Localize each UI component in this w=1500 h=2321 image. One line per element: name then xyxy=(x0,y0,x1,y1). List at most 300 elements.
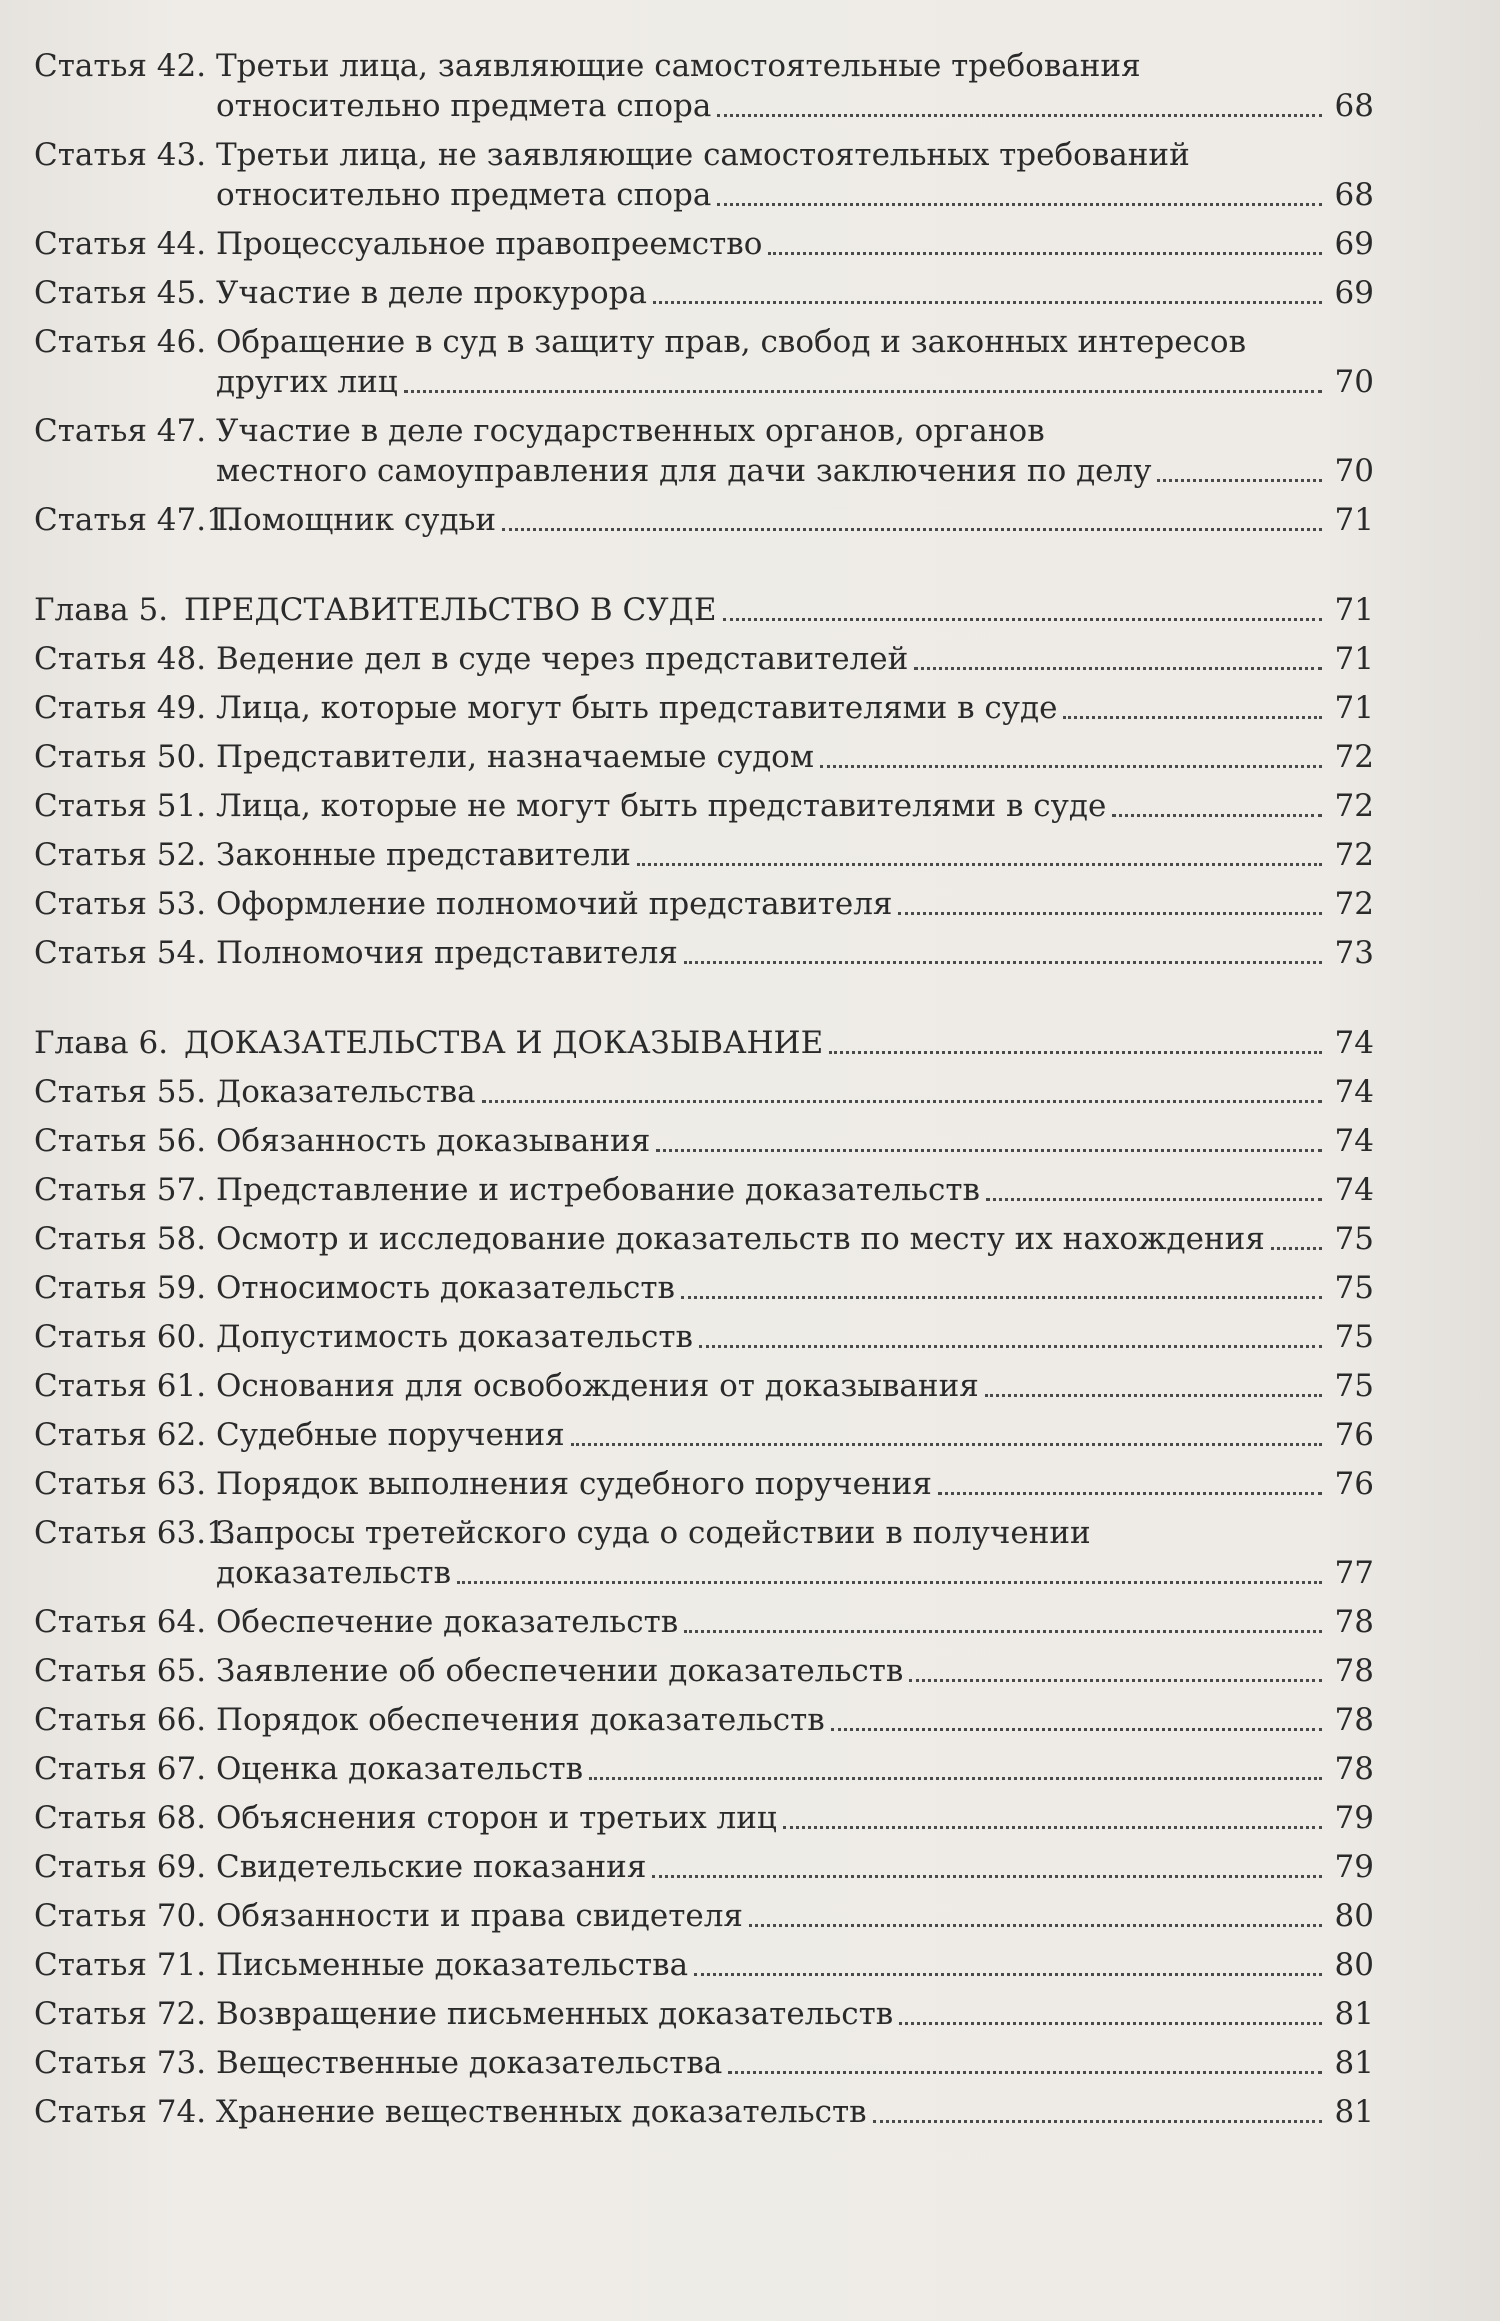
page-number: 78 xyxy=(1334,1653,1374,1689)
dot-leader xyxy=(873,2119,1322,2123)
page-number: 81 xyxy=(1334,2094,1374,2130)
article-number: Статья 43. xyxy=(34,137,207,173)
article-number: Статья 71. xyxy=(34,1947,207,1983)
entry-body xyxy=(216,1798,1374,1838)
article-title-line: Доказательства xyxy=(216,1074,476,1110)
entry-line xyxy=(216,1464,1374,1504)
entry-spacer xyxy=(34,924,1374,933)
article-number: Статья 62. xyxy=(34,1417,207,1453)
article-title-line: Возвращение письменных доказательств xyxy=(216,1996,894,2032)
dot-leader xyxy=(899,2021,1322,2025)
dot-leader xyxy=(1271,1246,1322,1250)
entry-spacer xyxy=(34,1936,1374,1945)
article-number: Статья 61. xyxy=(34,1368,207,1404)
toc-entry xyxy=(34,1317,1374,1357)
page-number: 72 xyxy=(1334,788,1374,824)
entry-line xyxy=(216,322,1374,362)
article-number: Статья 55. xyxy=(34,1074,207,1110)
article-title-line: Заявление об обеспечении доказательств xyxy=(216,1653,904,1689)
entry-spacer xyxy=(34,679,1374,688)
dot-leader xyxy=(728,2070,1322,2074)
entry-body xyxy=(216,1994,1374,2034)
table-of-contents xyxy=(34,46,1374,2132)
article-number: Статья 56. xyxy=(34,1123,207,1159)
article-title-line: Законные представители xyxy=(216,837,631,873)
entry-line xyxy=(216,1749,1374,1789)
page-number: 71 xyxy=(1334,690,1374,726)
entry-body xyxy=(216,1415,1374,1455)
entry-spacer xyxy=(34,777,1374,786)
page-number: 80 xyxy=(1334,1947,1374,1983)
toc-entry xyxy=(34,639,1374,679)
article-number: Статья 48. xyxy=(34,641,207,677)
toc-entry xyxy=(34,884,1374,924)
article-number: Статья 47. xyxy=(34,413,207,449)
page-number: 74 xyxy=(1334,1123,1374,1159)
dot-leader xyxy=(652,1874,1322,1878)
dot-leader xyxy=(699,1344,1322,1348)
article-number: Статья 65. xyxy=(34,1653,207,1689)
toc-entry xyxy=(34,135,1374,215)
article-title-line: Судебные поручения xyxy=(216,1417,565,1453)
article-title-line: Участие в деле государственных органов, органов xyxy=(216,413,1045,449)
entry-line xyxy=(216,933,1374,973)
toc-entry xyxy=(34,1994,1374,2034)
article-title-line: Вещественные доказательства xyxy=(216,2045,723,2081)
page-number: 75 xyxy=(1334,1319,1374,1355)
chapter-title: ДОКАЗАТЕЛЬСТВА И ДОКАЗЫВАНИЕ xyxy=(184,1025,824,1061)
entry-body xyxy=(216,1121,1374,1161)
entry-line xyxy=(216,135,1374,175)
page-number: 76 xyxy=(1334,1466,1374,1502)
entry-body xyxy=(216,500,1374,540)
toc-entry xyxy=(34,322,1374,402)
entry-line xyxy=(216,500,1374,540)
toc-entry xyxy=(34,1121,1374,1161)
page-number: 78 xyxy=(1334,1604,1374,1640)
entry-spacer xyxy=(34,2083,1374,2092)
article-title-line: Обязанность доказывания xyxy=(216,1123,651,1159)
toc-entry xyxy=(34,1700,1374,1740)
dot-leader xyxy=(1112,813,1322,817)
chapter-title: ПРЕДСТАВИТЕЛЬСТВО В СУДЕ xyxy=(184,592,717,628)
page-number: 77 xyxy=(1334,1555,1374,1591)
article-title-line: Помощник судьи xyxy=(216,502,497,538)
entry-body xyxy=(216,1513,1374,1593)
article-title-line: Осмотр и исследование доказательств по месту их нахождения xyxy=(216,1221,1265,1257)
toc-entry xyxy=(34,2092,1374,2132)
entry-line xyxy=(184,590,1374,630)
entry-line xyxy=(216,2043,1374,2083)
entry-spacer xyxy=(34,826,1374,835)
entry-body xyxy=(216,1749,1374,1789)
entry-spacer xyxy=(34,875,1374,884)
toc-entry xyxy=(34,1366,1374,1406)
article-number: Статья 70. xyxy=(34,1898,207,1934)
dot-leader xyxy=(985,1393,1322,1397)
entry-line xyxy=(216,786,1374,826)
entry-spacer xyxy=(34,2034,1374,2043)
article-number: Статья 53. xyxy=(34,886,207,922)
dot-leader xyxy=(457,1580,1322,1584)
article-number: Статья 59. xyxy=(34,1270,207,1306)
article-number: Статья 60. xyxy=(34,1319,207,1355)
dot-leader xyxy=(656,1148,1322,1152)
entry-line xyxy=(216,1121,1374,1161)
article-number: Статья 46. xyxy=(34,324,207,360)
toc-entry xyxy=(34,933,1374,973)
entry-line xyxy=(216,688,1374,728)
article-title-line: Обеспечение доказательств xyxy=(216,1604,679,1640)
entry-body xyxy=(216,273,1374,313)
entry-body xyxy=(216,933,1374,973)
toc-entry xyxy=(34,1415,1374,1455)
dot-leader xyxy=(637,862,1322,866)
article-title-line: Участие в деле прокурора xyxy=(216,275,648,311)
entry-spacer xyxy=(34,630,1374,639)
entry-body xyxy=(216,639,1374,679)
dot-leader xyxy=(898,911,1322,915)
entry-line xyxy=(216,451,1374,491)
entry-spacer xyxy=(34,1504,1374,1513)
entry-spacer xyxy=(34,1642,1374,1651)
article-title-line: доказательств xyxy=(216,1555,452,1591)
page-number: 71 xyxy=(1334,641,1374,677)
entry-line xyxy=(216,411,1374,451)
dot-leader xyxy=(653,300,1322,304)
article-number: Статья 69. xyxy=(34,1849,207,1885)
article-number: Статья 66. xyxy=(34,1702,207,1738)
entry-body xyxy=(216,835,1374,875)
article-title-line: Лица, которые могут быть представителями в суде xyxy=(216,690,1058,726)
entry-line xyxy=(216,737,1374,777)
entry-line xyxy=(216,1994,1374,2034)
section-spacer xyxy=(34,973,1374,1023)
article-number: Статья 72. xyxy=(34,1996,207,2032)
dot-leader xyxy=(684,1629,1322,1633)
article-title-line: Оценка доказательств xyxy=(216,1751,584,1787)
entry-body xyxy=(216,786,1374,826)
dot-leader xyxy=(694,1972,1322,1976)
toc-entry xyxy=(34,688,1374,728)
toc-entry xyxy=(34,737,1374,777)
dot-leader xyxy=(749,1923,1322,1927)
toc-entry xyxy=(34,1072,1374,1112)
dot-leader xyxy=(986,1197,1322,1201)
article-number: Статья 73. xyxy=(34,2045,207,2081)
entry-body xyxy=(216,737,1374,777)
page-number: 81 xyxy=(1334,2045,1374,2081)
entry-body xyxy=(216,1700,1374,1740)
page-number: 70 xyxy=(1334,453,1374,489)
dot-leader xyxy=(717,113,1322,117)
article-number: Статья 67. xyxy=(34,1751,207,1787)
entry-body xyxy=(216,46,1374,126)
article-number: Статья 45. xyxy=(34,275,207,311)
dot-leader xyxy=(820,764,1322,768)
entry-spacer xyxy=(34,1985,1374,1994)
chapter-number: Глава 5. xyxy=(34,592,169,628)
article-title-line: Допустимость доказательств xyxy=(216,1319,693,1355)
article-number: Статья 74. xyxy=(34,2094,207,2130)
article-number: Статья 63.1. xyxy=(34,1515,236,1551)
article-title-line: других лиц xyxy=(216,364,398,400)
article-number: Статья 51. xyxy=(34,788,207,824)
page-number: 68 xyxy=(1334,177,1374,213)
entry-line xyxy=(216,1170,1374,1210)
dot-leader xyxy=(783,1825,1322,1829)
article-title-line: Относимость доказательств xyxy=(216,1270,675,1306)
toc-entry xyxy=(34,1513,1374,1593)
dot-leader xyxy=(829,1050,1322,1054)
entry-line xyxy=(216,1798,1374,1838)
entry-line xyxy=(216,1700,1374,1740)
entry-line xyxy=(216,1651,1374,1691)
article-title-line: Порядок обеспечения доказательств xyxy=(216,1702,825,1738)
article-title-line: Оформление полномочий представителя xyxy=(216,886,893,922)
entry-spacer xyxy=(34,1308,1374,1317)
page-number: 71 xyxy=(1334,502,1374,538)
toc-entry xyxy=(34,1651,1374,1691)
dot-leader xyxy=(589,1776,1322,1780)
entry-body xyxy=(216,1268,1374,1308)
article-number: Статья 68. xyxy=(34,1800,207,1836)
entry-line xyxy=(216,224,1374,264)
page-number: 80 xyxy=(1334,1898,1374,1934)
article-number: Статья 54. xyxy=(34,935,207,971)
entry-line xyxy=(216,1896,1374,1936)
article-title-line: Обращение в суд в защиту прав, свобод и законных интересов xyxy=(216,324,1247,360)
page-number: 76 xyxy=(1334,1417,1374,1453)
entry-spacer xyxy=(34,1259,1374,1268)
entry-line xyxy=(216,86,1374,126)
entry-line xyxy=(216,1072,1374,1112)
entry-spacer xyxy=(34,1838,1374,1847)
entry-line xyxy=(216,1847,1374,1887)
article-title-line: Третьи лица, не заявляющие самостоятельных требований xyxy=(216,137,1190,173)
entry-spacer xyxy=(34,728,1374,737)
entry-body xyxy=(216,2092,1374,2132)
entry-line xyxy=(216,2092,1374,2132)
article-title-line: Основания для освобождения от доказывания xyxy=(216,1368,979,1404)
entry-line xyxy=(216,1602,1374,1642)
page-number: 79 xyxy=(1334,1800,1374,1836)
entry-line xyxy=(216,1219,1374,1259)
dot-leader xyxy=(1063,715,1322,719)
entry-body xyxy=(216,884,1374,924)
entry-line xyxy=(216,1513,1374,1553)
dot-leader xyxy=(768,251,1322,255)
page-number: 78 xyxy=(1334,1751,1374,1787)
entry-line xyxy=(216,1366,1374,1406)
entry-line xyxy=(216,1317,1374,1357)
entry-spacer xyxy=(34,1455,1374,1464)
page-number: 72 xyxy=(1334,886,1374,922)
article-title-line: Представление и истребование доказательств xyxy=(216,1172,981,1208)
entry-body xyxy=(216,1847,1374,1887)
article-title-line: Третьи лица, заявляющие самостоятельные требования xyxy=(216,48,1141,84)
entry-body xyxy=(216,135,1374,215)
entry-body xyxy=(216,1602,1374,1642)
section-spacer xyxy=(34,540,1374,590)
entry-spacer xyxy=(34,491,1374,500)
toc-entry xyxy=(34,1602,1374,1642)
entry-body xyxy=(216,1651,1374,1691)
toc-entry xyxy=(34,786,1374,826)
toc-entry xyxy=(34,835,1374,875)
toc-entry xyxy=(34,46,1374,126)
chapter-heading xyxy=(34,590,1374,630)
toc-entry xyxy=(34,411,1374,491)
entry-body xyxy=(216,688,1374,728)
article-number: Статья 47.1. xyxy=(34,502,236,538)
page-number: 71 xyxy=(1334,592,1374,628)
page-number: 74 xyxy=(1334,1074,1374,1110)
entry-line xyxy=(216,1268,1374,1308)
dot-leader xyxy=(681,1295,1322,1299)
article-title-line: Порядок выполнения судебного поручения xyxy=(216,1466,932,1502)
entry-spacer xyxy=(34,1789,1374,1798)
entry-body xyxy=(184,590,1374,630)
entry-body xyxy=(216,1945,1374,1985)
article-number: Статья 42. xyxy=(34,48,207,84)
entry-line xyxy=(216,273,1374,313)
article-number: Статья 58. xyxy=(34,1221,207,1257)
page-number: 69 xyxy=(1334,275,1374,311)
page-number: 74 xyxy=(1334,1025,1374,1061)
entry-line xyxy=(216,1945,1374,1985)
toc-entry xyxy=(34,2043,1374,2083)
article-title-line: Объяснения сторон и третьих лиц xyxy=(216,1800,777,1836)
article-number: Статья 64. xyxy=(34,1604,207,1640)
entry-spacer xyxy=(34,264,1374,273)
entry-body xyxy=(216,224,1374,264)
entry-body xyxy=(216,411,1374,491)
page-number: 74 xyxy=(1334,1172,1374,1208)
toc-entry xyxy=(34,500,1374,540)
entry-body xyxy=(216,2043,1374,2083)
entry-spacer xyxy=(34,1887,1374,1896)
page-number: 68 xyxy=(1334,88,1374,124)
dot-leader xyxy=(723,617,1322,621)
entry-spacer xyxy=(34,215,1374,224)
entry-spacer xyxy=(34,1691,1374,1700)
entry-body xyxy=(216,1317,1374,1357)
toc-entry xyxy=(34,273,1374,313)
dot-leader xyxy=(909,1678,1322,1682)
toc-entry xyxy=(34,1170,1374,1210)
dot-leader xyxy=(482,1099,1322,1103)
chapter-number: Глава 6. xyxy=(34,1025,169,1061)
entry-spacer xyxy=(34,1740,1374,1749)
entry-body xyxy=(216,1464,1374,1504)
article-title-line: местного самоуправления для дачи заключения по делу xyxy=(216,453,1152,489)
entry-spacer xyxy=(34,402,1374,411)
dot-leader xyxy=(684,960,1322,964)
entry-spacer xyxy=(34,1406,1374,1415)
toc-entry xyxy=(34,1219,1374,1259)
dot-leader xyxy=(938,1491,1322,1495)
article-number: Статья 52. xyxy=(34,837,207,873)
toc-entry xyxy=(34,224,1374,264)
entry-body xyxy=(184,1023,1374,1063)
entry-line xyxy=(216,46,1374,86)
article-number: Статья 50. xyxy=(34,739,207,775)
page-number: 75 xyxy=(1334,1368,1374,1404)
entry-spacer xyxy=(34,1210,1374,1219)
entry-spacer xyxy=(34,313,1374,322)
entry-body xyxy=(216,1219,1374,1259)
entry-body xyxy=(216,1896,1374,1936)
dot-leader xyxy=(404,389,1322,393)
page-number: 69 xyxy=(1334,226,1374,262)
page-number: 75 xyxy=(1334,1270,1374,1306)
article-number: Статья 57. xyxy=(34,1172,207,1208)
toc-entry xyxy=(34,1896,1374,1936)
chapter-heading xyxy=(34,1023,1374,1063)
article-title-line: Лица, которые не могут быть представителями в суде xyxy=(216,788,1107,824)
toc-entry xyxy=(34,1945,1374,1985)
dot-leader xyxy=(502,527,1322,531)
page-number: 70 xyxy=(1334,364,1374,400)
article-title-line: Свидетельские показания xyxy=(216,1849,647,1885)
entry-line xyxy=(216,1415,1374,1455)
entry-spacer xyxy=(34,1593,1374,1602)
page-number: 75 xyxy=(1334,1221,1374,1257)
article-title-line: Полномочия представителя xyxy=(216,935,678,971)
article-title-line: Хранение вещественных доказательств xyxy=(216,2094,867,2130)
article-number: Статья 44. xyxy=(34,226,207,262)
entry-line xyxy=(184,1023,1374,1063)
dot-leader xyxy=(914,666,1322,670)
entry-spacer xyxy=(34,126,1374,135)
article-title-line: Процессуальное правопреемство xyxy=(216,226,763,262)
article-title-line: Запросы третейского суда о содействии в получении xyxy=(216,1515,1091,1551)
page-number: 78 xyxy=(1334,1702,1374,1738)
toc-entry xyxy=(34,1847,1374,1887)
article-title-line: Ведение дел в суде через представителей xyxy=(216,641,909,677)
entry-line xyxy=(216,362,1374,402)
entry-spacer xyxy=(34,1112,1374,1121)
entry-body xyxy=(216,322,1374,402)
page-number: 81 xyxy=(1334,1996,1374,2032)
article-title-line: Представители, назначаемые судом xyxy=(216,739,814,775)
toc-entry xyxy=(34,1464,1374,1504)
entry-spacer xyxy=(34,1161,1374,1170)
article-title-line: относительно предмета спора xyxy=(216,88,712,124)
article-number: Статья 63. xyxy=(34,1466,207,1502)
entry-spacer xyxy=(34,1357,1374,1366)
entry-line xyxy=(216,175,1374,215)
entry-line xyxy=(216,835,1374,875)
dot-leader xyxy=(571,1442,1322,1446)
page-number: 73 xyxy=(1334,935,1374,971)
entry-line xyxy=(216,1553,1374,1593)
entry-line xyxy=(216,639,1374,679)
entry-body xyxy=(216,1072,1374,1112)
entry-body xyxy=(216,1170,1374,1210)
entry-body xyxy=(216,1366,1374,1406)
entry-line xyxy=(216,884,1374,924)
entry-spacer xyxy=(34,1063,1374,1072)
toc-entry xyxy=(34,1798,1374,1838)
dot-leader xyxy=(831,1727,1322,1731)
toc-entry xyxy=(34,1268,1374,1308)
page-number: 79 xyxy=(1334,1849,1374,1885)
article-number: Статья 49. xyxy=(34,690,207,726)
article-title-line: относительно предмета спора xyxy=(216,177,712,213)
page-number: 72 xyxy=(1334,837,1374,873)
